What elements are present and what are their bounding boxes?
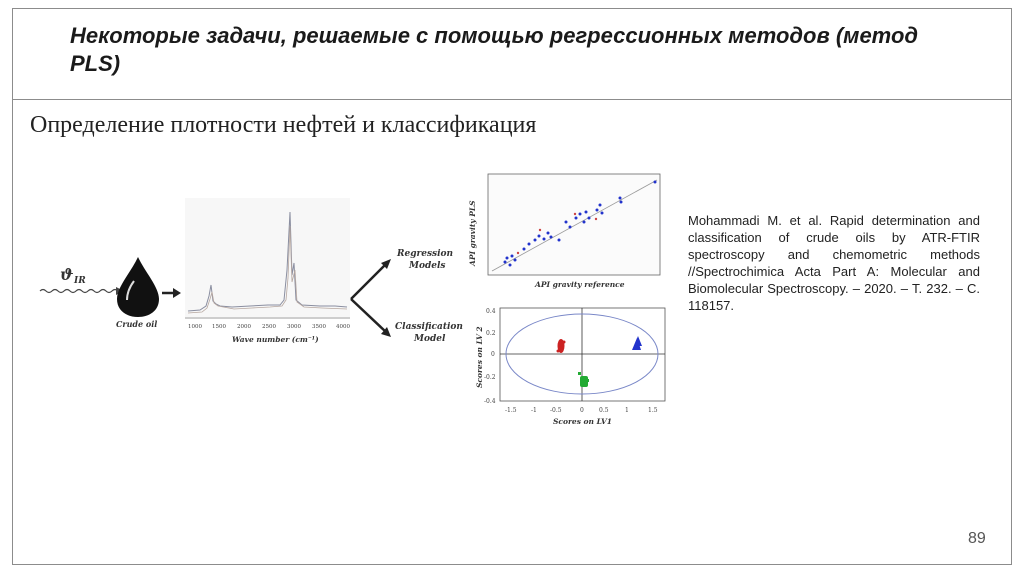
pls-point bbox=[596, 209, 599, 212]
pls-point bbox=[620, 201, 623, 204]
score-xtick: -1.5 bbox=[505, 407, 517, 414]
class-red-point bbox=[557, 350, 560, 353]
regression-label-1: Regression bbox=[397, 249, 454, 259]
score-plot-frame bbox=[500, 308, 665, 401]
pls-point bbox=[558, 239, 561, 242]
pls-point bbox=[601, 212, 604, 215]
pls-point bbox=[588, 217, 591, 220]
pls-point bbox=[619, 197, 622, 200]
pls-point bbox=[509, 264, 512, 267]
pls-point bbox=[506, 257, 509, 260]
oil-drop-icon bbox=[117, 257, 159, 317]
pls-point bbox=[517, 252, 519, 254]
pls-point bbox=[599, 204, 602, 207]
score-xtick: 0.5 bbox=[599, 407, 609, 414]
crude-oil-label: Crude oil bbox=[116, 319, 158, 329]
ir-symbol: ϑ bbox=[60, 265, 74, 284]
spectrum-xlabel: Wave number (cm⁻¹) bbox=[232, 335, 319, 344]
spectrum-tick-1500: 1500 bbox=[212, 324, 226, 330]
score-ytick: -0.2 bbox=[484, 374, 496, 381]
pls-point bbox=[511, 255, 514, 258]
slide-title: Некоторые задачи, решаемые с помощью регрессионных методов (метод PLS) bbox=[70, 23, 918, 76]
score-ytick: 0 bbox=[491, 351, 495, 358]
pls-point bbox=[539, 229, 541, 231]
pls-point bbox=[538, 235, 541, 238]
pls-point bbox=[514, 259, 517, 262]
pls-point bbox=[654, 181, 657, 184]
arrow-to-spectrum-head bbox=[173, 288, 181, 298]
spectrum-tick-3500: 3500 bbox=[312, 324, 326, 330]
score-ytick: 0.2 bbox=[486, 330, 496, 337]
score-xtick: -0.5 bbox=[550, 407, 562, 414]
pls-point bbox=[547, 232, 550, 235]
ir-wave bbox=[40, 290, 118, 293]
score-xtick: 1.5 bbox=[648, 407, 658, 414]
pls-point bbox=[583, 221, 586, 224]
score-xtick: -1 bbox=[531, 407, 537, 414]
pls-point bbox=[523, 248, 526, 251]
slide-subtitle: Определение плотности нефтей и классификация bbox=[30, 112, 537, 138]
spectrum-tick-1000: 1000 bbox=[188, 324, 202, 330]
spectrum-tick-4000: 4000 bbox=[336, 324, 350, 330]
pls-point bbox=[574, 213, 576, 215]
class-green-point bbox=[586, 379, 589, 382]
pls-point bbox=[543, 238, 546, 241]
pls-point bbox=[550, 236, 553, 239]
score-ytick: -0.4 bbox=[484, 398, 496, 405]
branch-arrow-down bbox=[351, 299, 386, 332]
spectrum-tick-2500: 2500 bbox=[262, 324, 276, 330]
class-green-point bbox=[578, 372, 581, 375]
pls-point bbox=[528, 243, 531, 246]
pls-point bbox=[575, 217, 578, 220]
score-ylabel: Scores on LV 2 bbox=[475, 326, 484, 388]
pls-point bbox=[595, 218, 597, 220]
pls-point bbox=[569, 226, 572, 229]
regression-label-2: Models bbox=[409, 261, 446, 271]
pls-point bbox=[504, 261, 507, 264]
branch-arrow-up bbox=[351, 264, 386, 299]
pls-point bbox=[534, 239, 537, 242]
score-xtick: 1 bbox=[625, 407, 629, 414]
page-number: 89 bbox=[968, 530, 986, 547]
class-red-point bbox=[563, 341, 566, 344]
ir-subscript: IR bbox=[74, 276, 86, 286]
reference-citation: Mohammadi M. et al. Rapid determination and classification of crude oils by ATR-FTIR spectroscopy and chemometric methods //Spectrochimica Acta Part A: Molecular and Biomolecular Spectroscopy. – 2020. – Т. 232. – С. 118157. bbox=[688, 213, 980, 313]
classification-label-2: Model bbox=[414, 334, 446, 344]
pls-point bbox=[565, 221, 568, 224]
pls-point bbox=[585, 211, 588, 214]
score-ytick: 0.4 bbox=[486, 308, 496, 315]
spectrum-tick-2000: 2000 bbox=[237, 324, 251, 330]
classification-label-1: Classification bbox=[395, 322, 463, 332]
pls-point bbox=[579, 213, 582, 216]
score-xtick: 0 bbox=[580, 407, 584, 414]
spectrum-tick-3000: 3000 bbox=[287, 324, 301, 330]
score-xlabel: Scores on LV1 bbox=[553, 417, 613, 426]
pls-ylabel: API gravity PLS bbox=[468, 200, 477, 266]
pls-xlabel: API gravity reference bbox=[535, 280, 625, 289]
